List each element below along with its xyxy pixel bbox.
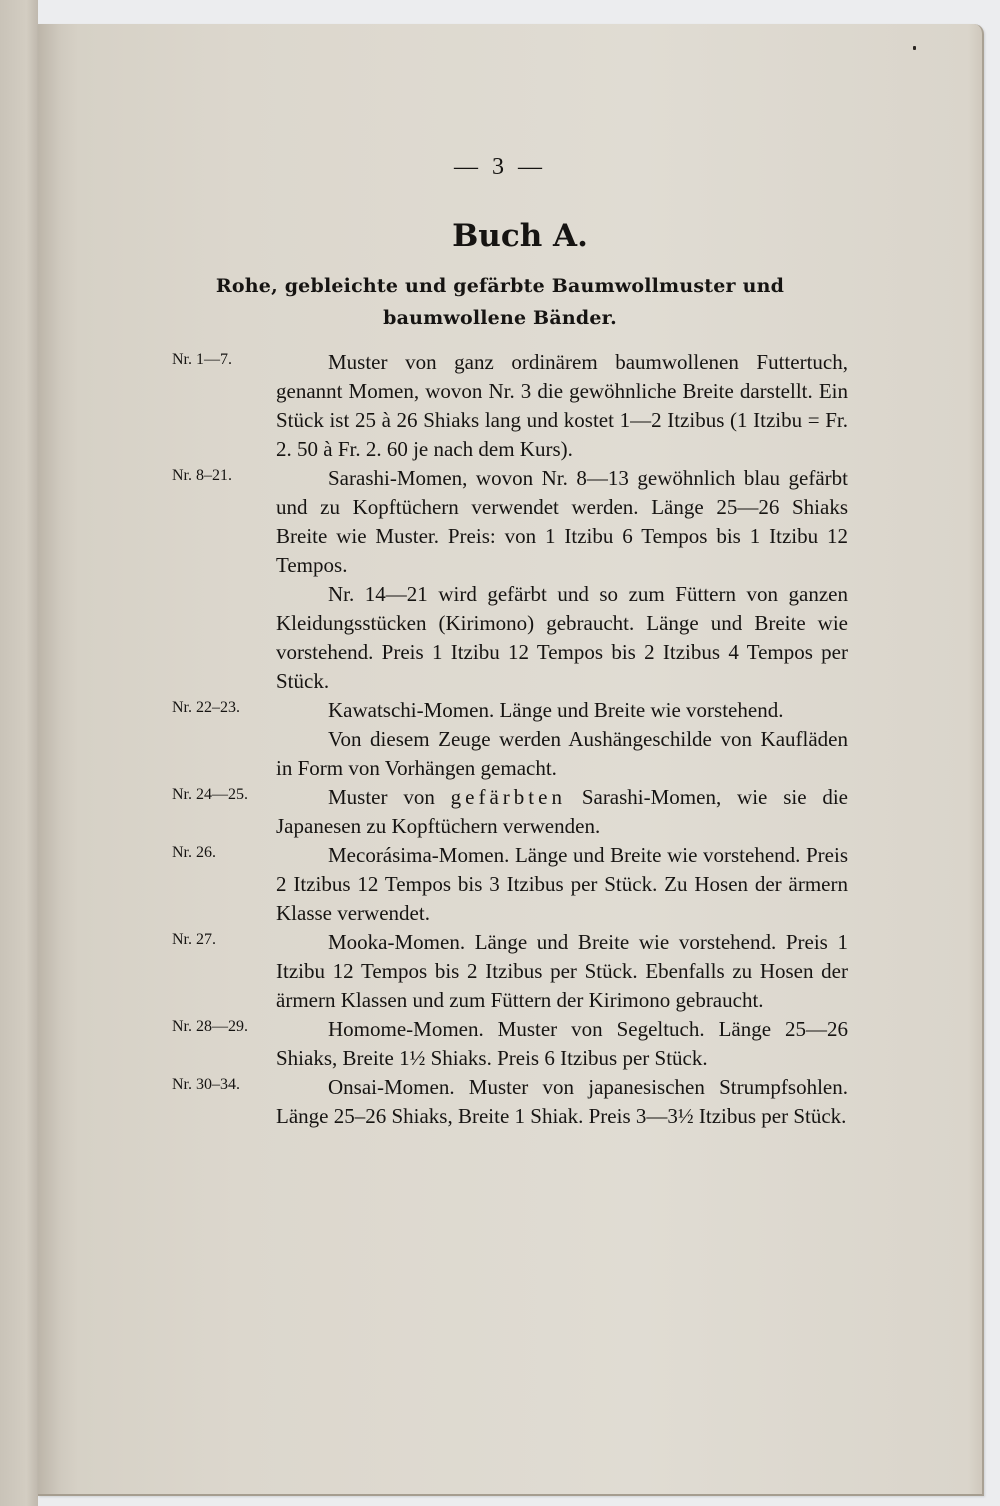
entry-text: Nr. 14—21 wird gefärbt und so zum Füttern von ganzen Kleidungsstücken (Kirimono) gebraucht. Länge und Breite wie vorstehend. Preis 1 Itzibu 12 Tempos bis 2 Itzibus 4 Tempos per Stück. bbox=[276, 582, 848, 693]
book-title: Buch A. bbox=[452, 218, 588, 254]
entry-text-after: Sarashi-Momen, wie sie die Japanesen zu Kopftüchern verwenden. bbox=[276, 785, 849, 838]
entry-text: Kawatschi-Momen. Länge und Breite wie vorstehend. bbox=[328, 698, 784, 722]
entry-text: Sarashi-Momen, wovon Nr. 8—13 gewöhnlich blau gefärbt und zu Kopftüchern verwendet werden. Länge 25—26 Shiaks Breite wie Muster. Preis: von 1 Itzibu 6 Tempos bis 1 Itzibu 12 Tempos. bbox=[276, 466, 848, 577]
entry-label: Nr. 28—29. bbox=[172, 1018, 248, 1035]
entry-label: Nr. 24—25. bbox=[172, 786, 248, 803]
entry-text: Muster von ganz ordinärem baumwollenen Futtertuch, genannt Momen, wovon Nr. 3 die gewöhnliche Breite darstellt. Ein Stück ist 25 à 26 Shiaks lang und kostet 1—2 Itzibus (1 Itzibu = Fr. 2. 50 à Fr. 2. 60 je nach dem Kurs). bbox=[276, 350, 848, 461]
entry-text bbox=[276, 783, 848, 841]
entry-nr-27 bbox=[0, 928, 1000, 1015]
entry-label: Nr. 22–23. bbox=[172, 699, 240, 716]
entry-label: Nr. 1—7. bbox=[172, 351, 232, 368]
entry-nr-24-25 bbox=[0, 783, 1000, 841]
page-number: — 3 — bbox=[454, 154, 546, 180]
entry-text: Von diesem Zeuge werden Aushängeschilde von Kaufläden in Form von Vorhängen gemacht. bbox=[276, 727, 848, 780]
entry-paragraph-nr-14-21 bbox=[0, 580, 1000, 696]
entry-label: Nr. 8–21. bbox=[172, 467, 232, 484]
entry-paragraph-signboards bbox=[0, 725, 1000, 783]
entry-text-before: Muster von bbox=[328, 785, 435, 809]
entry-nr-1-7 bbox=[0, 348, 1000, 464]
entry-text: Onsai-Momen. Muster von japanesischen Strumpfsohlen. Länge 25–26 Shiaks, Breite 1 Shiak. Preis 3—3½ Itzibus per Stück. bbox=[276, 1075, 848, 1128]
entry-text: Mooka-Momen. Länge und Breite wie vorstehend. Preis 1 Itzibu 12 Tempos bis 2 Itzibus per Stück. Ebenfalls zu Hosen der ärmern Klassen und zum Füttern der Kirimono gebraucht. bbox=[276, 930, 848, 1012]
entry-label: Nr. 30–34. bbox=[172, 1076, 240, 1093]
entry-nr-26 bbox=[0, 841, 1000, 928]
entry-nr-30-34 bbox=[0, 1073, 1000, 1131]
entry-nr-22-23 bbox=[0, 696, 1000, 725]
entry-list bbox=[0, 348, 1000, 1131]
emphasized-word: gefärbten bbox=[450, 785, 566, 809]
entry-text: Homome-Momen. Muster von Segeltuch. Länge 25—26 Shiaks, Breite 1½ Shiaks. Preis 6 Itzibus per Stück. bbox=[276, 1017, 848, 1070]
entry-text: Mecorásima-Momen. Länge und Breite wie vorstehend. Preis 2 Itzibus 12 Tempos bis 3 Itzibus per Stück. Zu Hosen der ärmern Klasse verwendet. bbox=[276, 843, 848, 925]
entry-nr-28-29 bbox=[0, 1015, 1000, 1073]
entry-nr-8-21 bbox=[0, 464, 1000, 580]
entry-label: Nr. 26. bbox=[172, 844, 216, 861]
entry-label: Nr. 27. bbox=[172, 931, 216, 948]
section-subtitle: Rohe, gebleichte und gefärbte Baumwollmuster und baumwollene Bänder. bbox=[215, 275, 785, 329]
